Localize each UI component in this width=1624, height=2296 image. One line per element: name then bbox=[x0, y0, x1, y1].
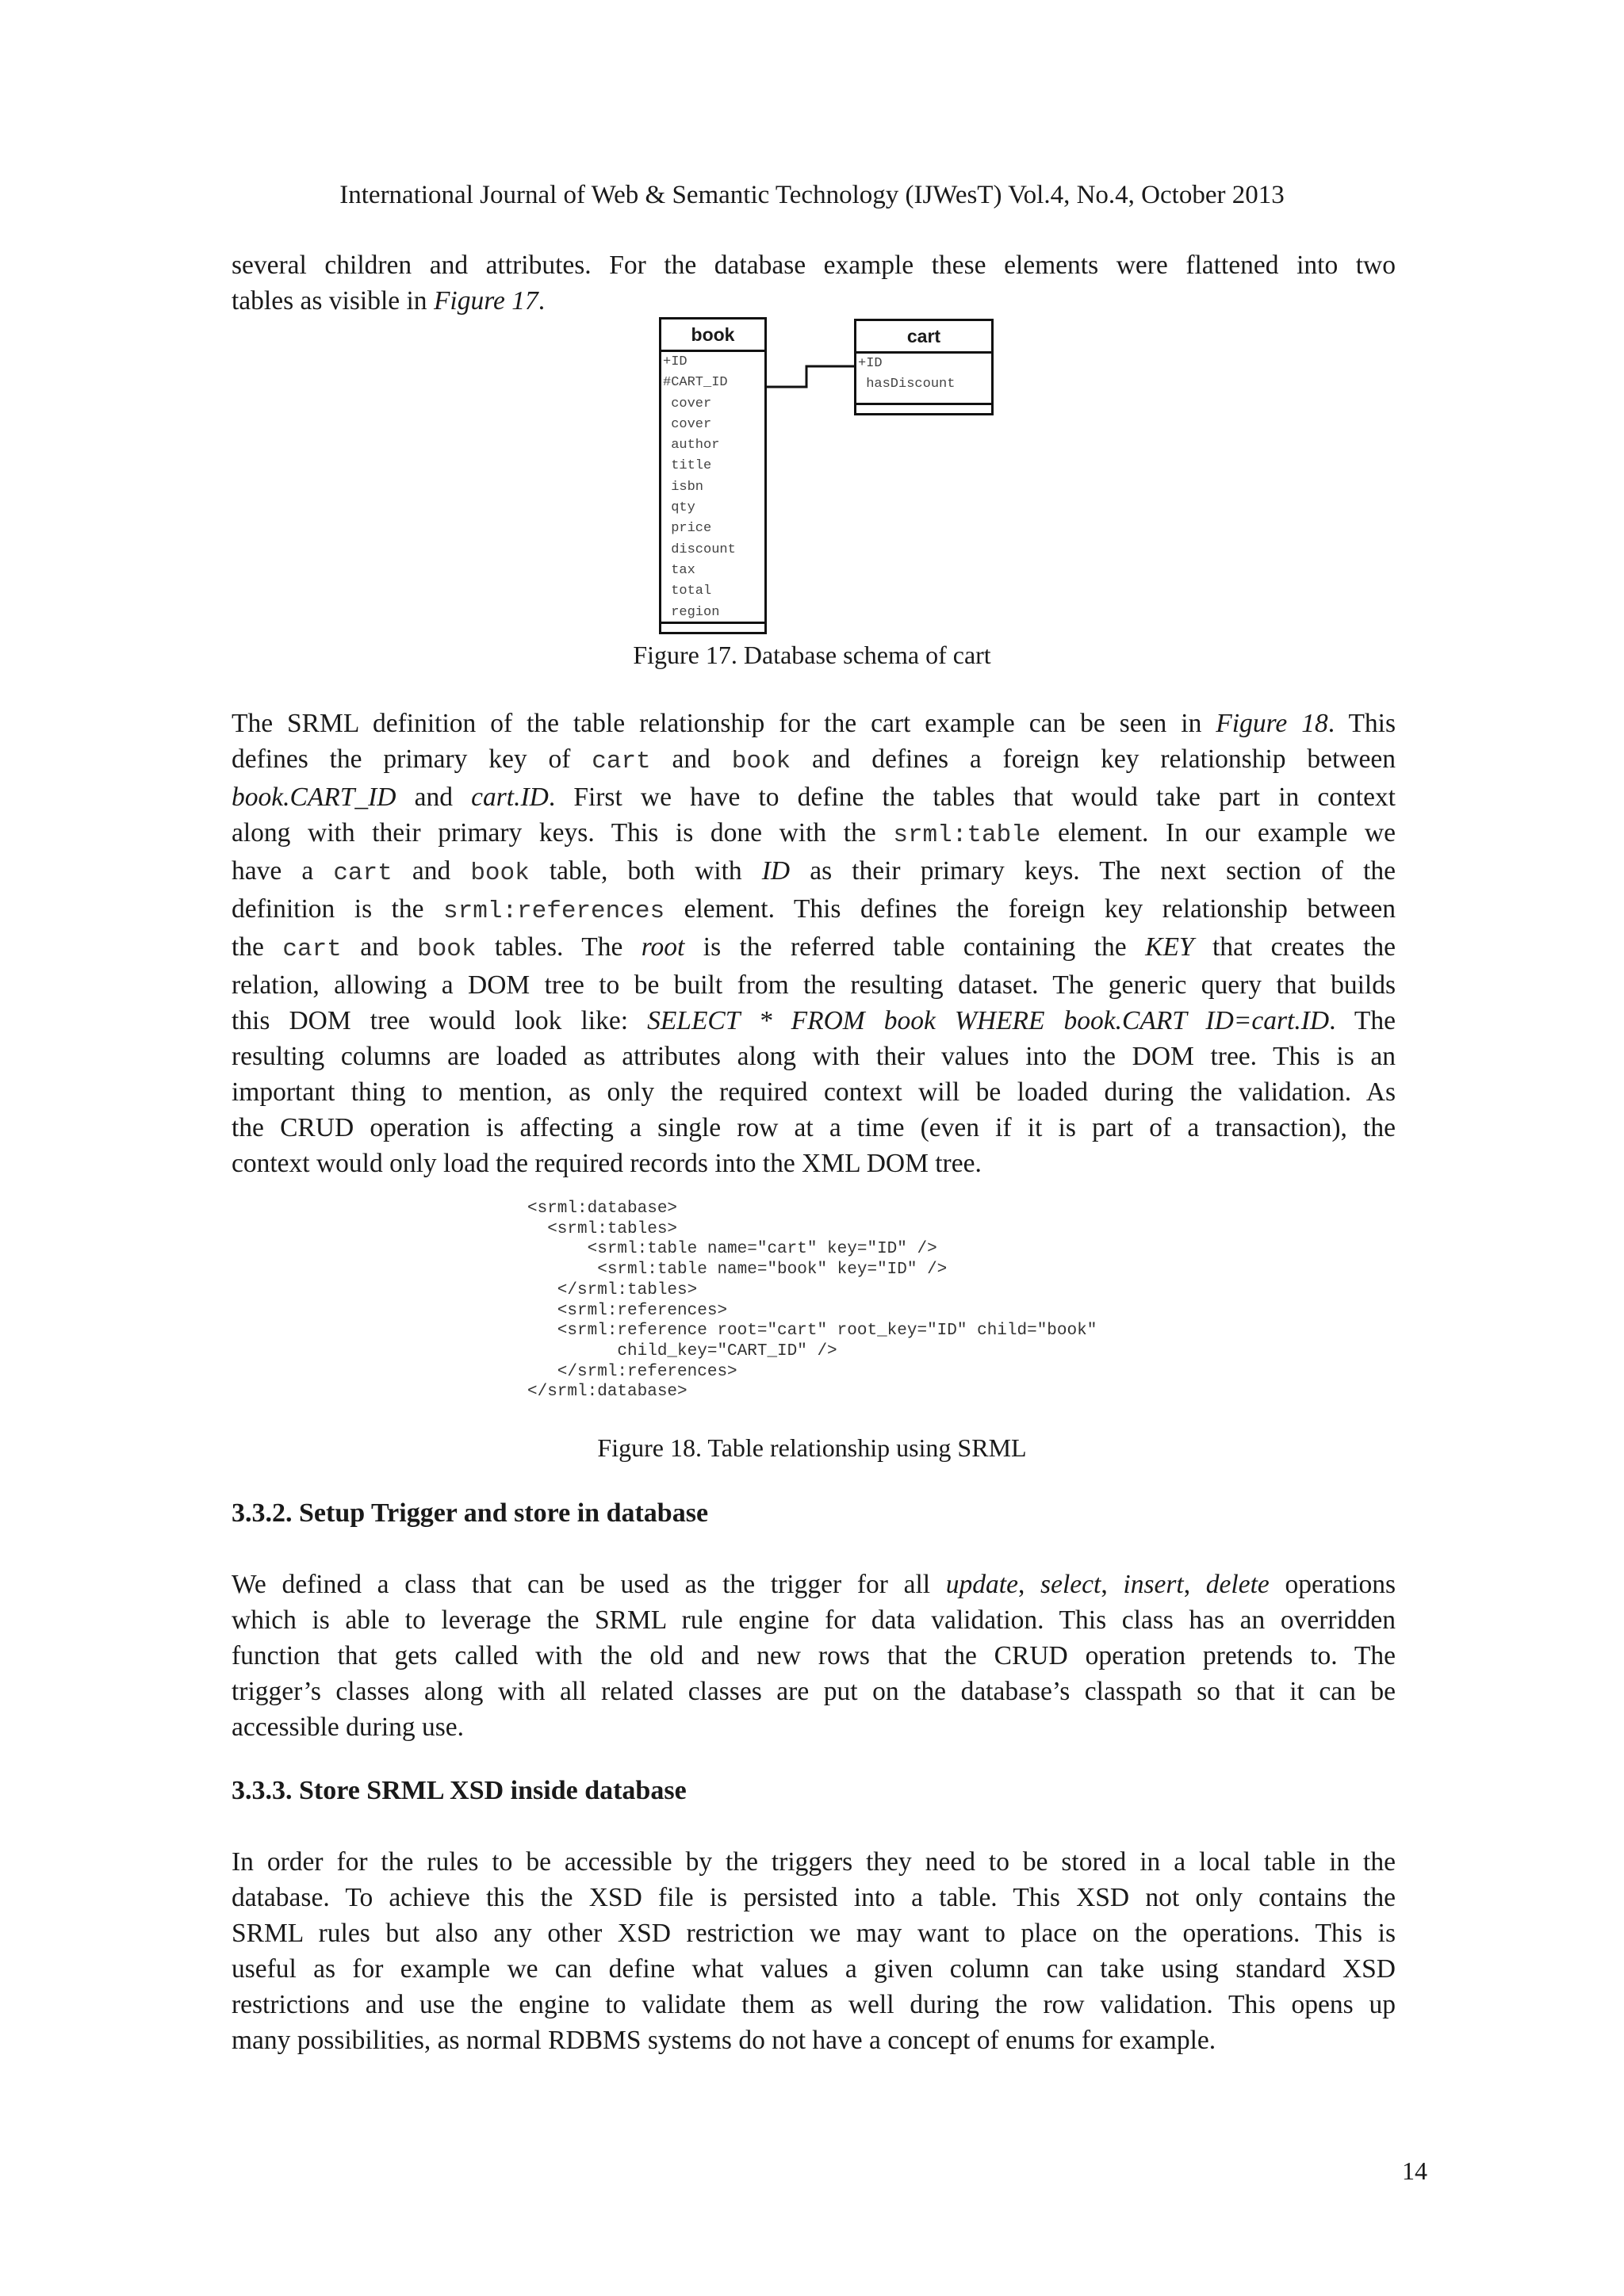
book-column: discount bbox=[663, 541, 736, 557]
paragraph-line: book.CART_ID and cart.ID. First we have to define the tables that would take part in context bbox=[232, 783, 1396, 812]
figure17-caption: Figure 17. Database schema of cart bbox=[633, 641, 991, 669]
cart-column: +ID bbox=[858, 356, 883, 371]
paragraph-line: function that gets called with the old and new rows that the CRUD operation pretends to. The bbox=[232, 1641, 1396, 1670]
paragraph-line: useful as for example we can define what values a given column can take using standard XSD bbox=[232, 1954, 1396, 1984]
paragraph-line: which is able to leverage the SRML rule engine for data validation. This class has an overridden bbox=[232, 1605, 1396, 1635]
srml-definition-paragraph bbox=[232, 706, 1396, 1181]
paragraph-line: have a cart and book table, both with ID as their primary keys. The next section of the bbox=[232, 856, 1396, 887]
figure18-caption: Figure 18. Table relationship using SRML bbox=[597, 1433, 1027, 1462]
paragraph-line: defines the primary key of cart and book and defines a foreign key relationship between bbox=[232, 744, 1396, 775]
paragraph-line: SRML rules but also any other XSD restriction we may want to place on the operations. This is bbox=[232, 1919, 1396, 1948]
paragraph-line: We defined a class that can be used as the trigger for all update, select, insert, delete operations bbox=[232, 1570, 1396, 1599]
paragraph-line: In order for the rules to be accessible by the triggers they need to be stored in a local table in the bbox=[232, 1847, 1396, 1877]
section-3-3-2-heading: 3.3.2. Setup Trigger and store in database bbox=[232, 1498, 709, 1528]
paragraph-line: The SRML definition of the table relationship for the cart example can be seen in Figure 18. This bbox=[232, 709, 1396, 738]
intro-line: tables as visible in Figure 17. bbox=[232, 286, 546, 316]
book-column: price bbox=[663, 521, 712, 537]
book-column: author bbox=[663, 438, 720, 453]
book-column: region bbox=[663, 604, 720, 620]
book-column: tax bbox=[663, 562, 695, 578]
paragraph-line: accessible during use. bbox=[232, 1712, 465, 1742]
paragraph-line: trigger’s classes along with all related classes are put on the database’s classpath so that it can be bbox=[232, 1677, 1396, 1706]
intro-line: several children and attributes. For the database example these elements were flattened into two bbox=[232, 251, 1396, 280]
book-table-name: book bbox=[661, 320, 764, 352]
paragraph-line: relation, allowing a DOM tree to be built from the resulting dataset. The generic query that builds bbox=[232, 970, 1396, 1000]
paragraph-line: resulting columns are loaded as attributes along with their values into the DOM tree. This is an bbox=[232, 1042, 1396, 1071]
journal-header: International Journal of Web & Semantic Technology (IJWesT) Vol.4, No.4, October 2013 bbox=[339, 181, 1285, 209]
page-number: 14 bbox=[1402, 2156, 1427, 2185]
book-column: title bbox=[663, 458, 712, 474]
paragraph-line: many possibilities, as normal RDBMS systems do not have a concept of enums for example. bbox=[232, 2026, 1216, 2055]
srml-code-listing: <srml:database> <srml:tables> <srml:table name="cart" key="ID" /> <srml:table name="book" key="ID" /> </srml:tables> <srml:references> <srml:reference root="cart" root_key="ID" child="book" child_key="CART_ID" /> </srml:references> </srml:database> bbox=[527, 1200, 1097, 1402]
paragraph-line: the cart and book tables. The root is the referred table containing the KEY that creates the bbox=[232, 932, 1396, 963]
paragraph-line: along with their primary keys. This is done with the srml:table element. In our example we bbox=[232, 818, 1396, 849]
cart-table-name: cart bbox=[856, 321, 991, 354]
section-3-3-3-paragraph bbox=[232, 1844, 1396, 2058]
book-column: cover bbox=[663, 416, 712, 432]
section-3-3-2-paragraph bbox=[232, 1567, 1396, 1745]
book-column: #CART_ID bbox=[663, 375, 728, 391]
paragraph-line: database. To achieve this the XSD file is persisted into a table. This XSD not only contains the bbox=[232, 1883, 1396, 1912]
paragraph-line: the CRUD operation is affecting a single row at a time (even if it is part of a transaction), the bbox=[232, 1113, 1396, 1142]
paragraph-line: this DOM tree would look like: SELECT * FROM book WHERE book.CART ID=cart.ID. The bbox=[232, 1006, 1396, 1035]
book-column: total bbox=[663, 584, 712, 599]
book-column: qty bbox=[663, 500, 695, 516]
cart-column: hasDiscount bbox=[858, 377, 956, 392]
book-column: cover bbox=[663, 396, 712, 411]
book-column: isbn bbox=[663, 479, 704, 495]
paragraph-line: important thing to mention, as only the required context will be loaded during the validation. As bbox=[232, 1077, 1396, 1107]
paragraph-line: restrictions and use the engine to validate them as well during the row validation. This opens up bbox=[232, 1990, 1396, 2019]
section-3-3-3-heading: 3.3.3. Store SRML XSD inside database bbox=[232, 1776, 687, 1805]
book-column: +ID bbox=[663, 354, 688, 369]
paragraph-line: definition is the srml:references element. This defines the foreign key relationship between bbox=[232, 894, 1396, 925]
paragraph-line: context would only load the required records into the XML DOM tree. bbox=[232, 1149, 982, 1178]
